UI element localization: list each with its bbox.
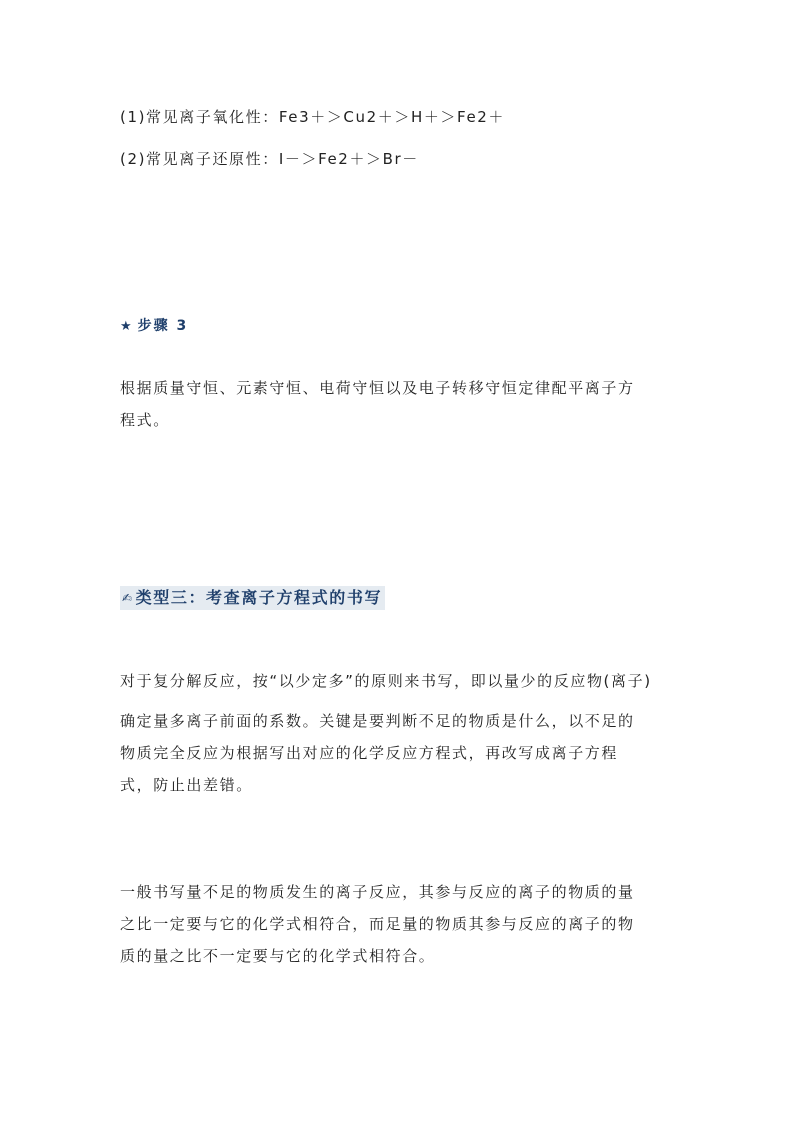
paragraph-2-line: 之比一定要与它的化学式相符合，而足量的物质其参与反应的离子的物 xyxy=(120,915,635,933)
paragraph-1-line: 物质完全反应为根据写出对应的化学反应方程式，再改写成离子方程 xyxy=(120,744,619,762)
paragraph-1-line: 式，防止出差错。 xyxy=(120,776,253,794)
step-3-heading xyxy=(120,316,188,337)
paragraph-1-line: 确定量多离子前面的系数。关键是要判断不足的物质是什么，以不足的 xyxy=(120,712,635,730)
oxidizing-ions-line: (1)常见离子氧化性：Fe3＋＞Cu2＋＞H＋＞Fe2＋ xyxy=(120,108,506,126)
paragraph-2-line: 一般书写量不足的物质发生的离子反应，其参与反应的离子的物质的量 xyxy=(120,883,635,901)
section-heading xyxy=(120,586,385,610)
step-3-text-line: 根据质量守恒、元素守恒、电荷守恒以及电子转移守恒定律配平离子方 xyxy=(120,379,635,397)
writing-hand-icon: ✍ xyxy=(122,591,134,605)
section-title: 类型三：考查离子方程式的书写 xyxy=(135,588,383,607)
star-icon: ★ xyxy=(120,319,134,334)
paragraph-1-line: 对于复分解反应，按“以少定多”的原则来书写，即以量少的反应物(离子) xyxy=(120,672,652,690)
reducing-ions-line: (2)常见离子还原性：I－＞Fe2＋＞Br－ xyxy=(120,150,419,168)
step-3-title: 步骤 3 xyxy=(137,318,189,334)
step-3-text-line: 程式。 xyxy=(120,411,170,429)
paragraph-2-line: 质的量之比不一定要与它的化学式相符合。 xyxy=(120,947,436,965)
